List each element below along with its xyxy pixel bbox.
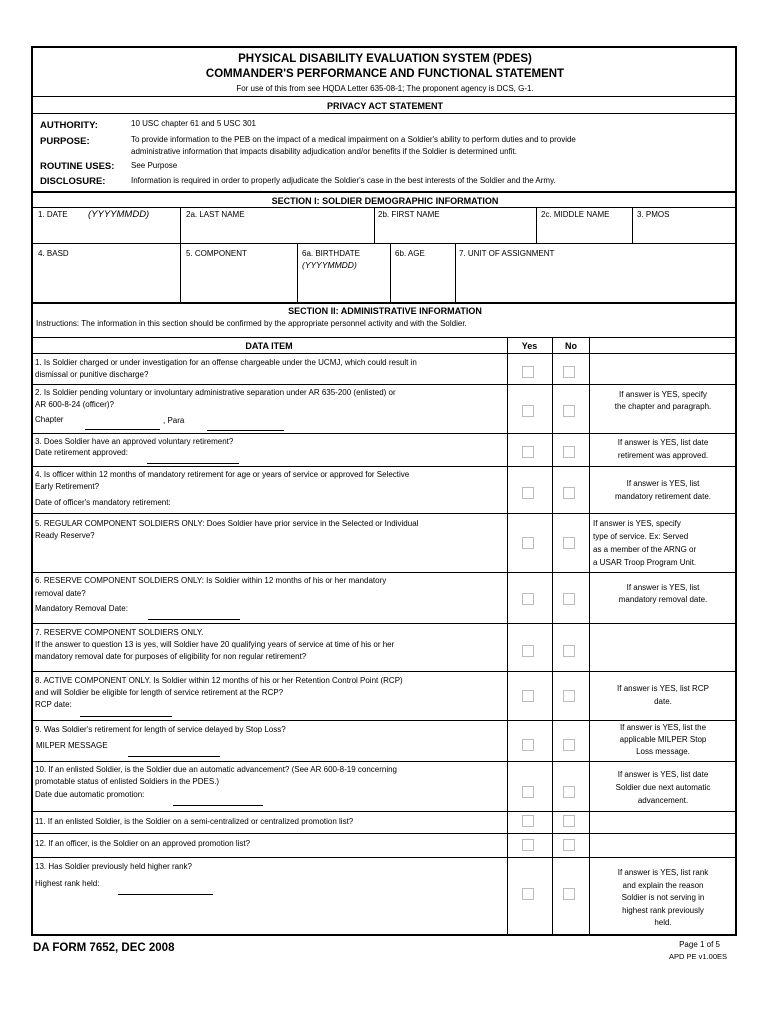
divider <box>32 191 736 193</box>
last-name-field[interactable] <box>181 220 373 242</box>
question-7-line-1: 7. RESERVE COMPONENT SOLDIERS ONLY. <box>35 628 204 637</box>
question-1-line-2: dismissal or punitive discharge? <box>35 370 149 379</box>
para-field[interactable] <box>207 430 284 431</box>
section-2-instructions: Instructions: The information in this section should be confirmed by the appropriate personnel activity and with the Soldier. <box>36 319 467 328</box>
privacy-act-title: PRIVACY ACT STATEMENT <box>326 101 443 111</box>
question-2-note-2: the chapter and paragraph. <box>614 402 712 411</box>
question-3-note-2: retirement was approved. <box>617 451 709 460</box>
question-9-line-1: 9. Was Soldier's retirement for length of service delayed by Stop Loss? <box>35 725 286 734</box>
middle-name-label: 2c. MIDDLE NAME <box>541 210 610 219</box>
question-9-line-2: MILPER MESSAGE <box>36 741 108 750</box>
age-field[interactable] <box>391 262 454 300</box>
question-4-note-2: mandatory retirement date. <box>614 492 712 501</box>
question-13-line-2: Highest rank held: <box>35 879 100 888</box>
question-4-no-checkbox[interactable] <box>563 487 575 499</box>
date-format: (YYYYMMDD) <box>88 209 150 220</box>
question-6-note-1: If answer is YES, list <box>626 583 700 592</box>
question-8-line-1: 8. ACTIVE COMPONENT ONLY. Is Soldier within 12 months of his or her Retention Control Point (RCP) <box>35 676 403 685</box>
question-1-yes-checkbox[interactable] <box>522 366 534 378</box>
pmos-label: 3. PMOS <box>637 210 670 219</box>
question-6-line-3: Mandatory Removal Date: <box>35 604 128 613</box>
question-13-yes-checkbox[interactable] <box>522 888 534 900</box>
question-11-yes-checkbox[interactable] <box>522 815 534 827</box>
question-10-note-3: advancement. <box>637 796 689 805</box>
question-5-note-2: type of service. Ex: Served <box>593 532 689 541</box>
question-13-note-2: and explain the reason <box>622 881 704 890</box>
question-10-line-1: 10. If an enlisted Soldier, is the Soldier due an automatic advancement? (See AR 600-8-19 concerning <box>35 765 398 774</box>
component-label: 5. COMPONENT <box>186 249 247 258</box>
highest-rank-field[interactable] <box>118 894 213 895</box>
divider <box>32 623 736 624</box>
divider <box>32 572 736 573</box>
question-11-no-checkbox[interactable] <box>563 815 575 827</box>
question-5-note-1: If answer is YES, specify <box>593 519 681 528</box>
question-13-no-checkbox[interactable] <box>563 888 575 900</box>
question-3-yes-checkbox[interactable] <box>522 446 534 458</box>
question-10-no-checkbox[interactable] <box>563 786 575 798</box>
purpose-label: PURPOSE: <box>40 136 90 147</box>
automatic-promotion-date-field[interactable] <box>173 805 263 806</box>
retirement-approved-date-field[interactable] <box>147 463 239 464</box>
form-title: PHYSICAL DISABILITY EVALUATION SYSTEM (PDES) <box>238 53 532 65</box>
question-7-no-checkbox[interactable] <box>563 645 575 657</box>
question-13-note-5: held. <box>654 918 672 927</box>
divider <box>32 113 736 114</box>
date-field[interactable] <box>32 213 180 239</box>
data-item-header: DATA ITEM <box>245 341 293 351</box>
date-label: 1. DATE <box>38 210 68 219</box>
divider <box>32 353 736 354</box>
divider <box>32 466 736 467</box>
no-header: No <box>565 341 577 351</box>
divider <box>32 337 736 338</box>
pmos-field[interactable] <box>633 220 735 242</box>
question-8-note-1: If answer is YES, list RCP <box>617 684 709 693</box>
divider <box>552 337 553 935</box>
purpose-text-2: administrative information that impacts disability adjudication and/or benefits if the Soldier is determined unfit. <box>131 147 517 156</box>
question-11: 11. If an enlisted Soldier, is the Soldier on a semi-centralized or centralized promotion list? <box>35 817 354 826</box>
divider <box>32 513 736 514</box>
component-field[interactable] <box>181 262 296 300</box>
question-9-yes-checkbox[interactable] <box>522 739 534 751</box>
question-4-yes-checkbox[interactable] <box>522 487 534 499</box>
routine-uses-text: See Purpose <box>131 161 178 170</box>
disclosure-label: DISCLOSURE: <box>40 176 106 187</box>
divider <box>32 671 736 672</box>
question-9-note-1: If answer is YES, list the <box>619 723 707 732</box>
question-7-line-2: If the answer to question 13 is yes, will Soldier have 20 qualifying years of service at time of his or her <box>35 640 395 649</box>
question-8-no-checkbox[interactable] <box>563 690 575 702</box>
question-13-note-1: If answer is YES, list rank <box>617 868 709 877</box>
question-13-note-3: Soldier is not serving in <box>621 893 705 902</box>
question-6-note-2: mandatory removal date. <box>618 595 708 604</box>
divider <box>32 833 736 834</box>
divider <box>507 337 508 935</box>
first-name-field[interactable] <box>375 220 535 242</box>
rcp-date-field[interactable] <box>80 716 172 717</box>
use-note: For use of this from see HQDA Letter 635-08-1; The proponent agency is DCS, G-1. <box>236 84 534 93</box>
middle-name-field[interactable] <box>537 220 631 242</box>
question-10-yes-checkbox[interactable] <box>522 786 534 798</box>
question-13-note-4: highest rank previously <box>622 906 704 915</box>
question-4-note-1: If answer is YES, list <box>626 479 700 488</box>
unit-of-assignment-field[interactable] <box>456 262 735 300</box>
divider <box>32 96 736 97</box>
question-2-yes-checkbox[interactable] <box>522 405 534 417</box>
question-9-no-checkbox[interactable] <box>563 739 575 751</box>
question-3-no-checkbox[interactable] <box>563 446 575 458</box>
milper-message-field[interactable] <box>128 756 220 757</box>
authority-text: 10 USC chapter 61 and 5 USC 301 <box>131 119 256 128</box>
question-3-note-1: If answer is YES, list date <box>617 438 709 447</box>
question-1-line-1: 1. Is Soldier charged or under investigation for an offense chargeable under the UCMJ, which could result in <box>35 358 417 367</box>
unit-of-assignment-label: 7. UNIT OF ASSIGNMENT <box>459 249 555 258</box>
disclosure-text: Information is required in order to properly adjudicate the Soldier's case in the best interests of the Soldier and the Army. <box>131 176 556 185</box>
question-5-line-2: Ready Reserve? <box>35 531 95 540</box>
divider <box>32 243 736 244</box>
divider <box>32 761 736 762</box>
basd-label: 4. BASD <box>38 249 69 258</box>
question-6-line-1: 6. RESERVE COMPONENT SOLDIERS ONLY: Is Soldier within 12 months of his or her mandatory <box>35 576 387 585</box>
divider <box>32 720 736 721</box>
divider <box>32 302 736 304</box>
question-1-no-checkbox[interactable] <box>563 366 575 378</box>
last-name-label: 2a. LAST NAME <box>186 210 245 219</box>
question-13-line-1: 13. Has Soldier previously held higher rank? <box>35 862 192 871</box>
routine-uses-label: ROUTINE USES: <box>40 161 115 172</box>
question-8-line-2: and will Soldier be eligible for length of service retirement at the RCP? <box>35 688 284 697</box>
question-4-line-1: 4. Is officer within 12 months of mandatory retirement for age or years of service or approved for Selective <box>35 470 410 479</box>
question-10-note-2: Soldier due next automatic <box>615 783 711 792</box>
page-number: Page 1 of 5 <box>679 940 720 949</box>
question-10-line-3: Date due automatic promotion: <box>35 790 145 799</box>
question-6-yes-checkbox[interactable] <box>522 593 534 605</box>
divider <box>32 811 736 812</box>
authority-label: AUTHORITY: <box>40 120 98 131</box>
divider <box>32 433 736 434</box>
chapter-field[interactable] <box>85 429 160 430</box>
question-9-note-3: Loss message. <box>636 747 690 756</box>
first-name-label: 2b. FIRST NAME <box>378 210 440 219</box>
form-version: APD PE v1.00ES <box>669 952 727 961</box>
question-4-line-2: Early Retirement? <box>35 482 100 491</box>
question-5-note-3: as a member of the ARNG or <box>593 545 697 554</box>
question-8-line-3: RCP date: <box>35 700 72 709</box>
question-12-yes-checkbox[interactable] <box>522 839 534 851</box>
form-subtitle: COMMANDER'S PERFORMANCE AND FUNCTIONAL STATEMENT <box>205 68 565 80</box>
question-7-yes-checkbox[interactable] <box>522 645 534 657</box>
divider <box>32 857 736 858</box>
birthdate-format: (YYYYMMDD) <box>302 260 357 270</box>
question-2-no-checkbox[interactable] <box>563 405 575 417</box>
question-6-line-2: removal date? <box>35 589 86 598</box>
basd-field[interactable] <box>33 262 179 300</box>
question-5-line-1: 5. REGULAR COMPONENT SOLDIERS ONLY: Does Soldier have prior service in the Selected or Individual <box>35 519 419 528</box>
section-2-title: SECTION II: ADMINISTRATIVE INFORMATION <box>288 306 482 316</box>
chapter-label: Chapter <box>35 415 64 424</box>
form-number: DA FORM 7652, DEC 2008 <box>33 942 175 954</box>
question-10-note-1: If answer is YES, list date <box>617 770 709 779</box>
question-8-note-2: date. <box>654 697 672 706</box>
question-3-line-2: Date retirement approved: <box>35 448 128 457</box>
question-7-line-3: mandatory removal date for purposes of eligibility for non regular retirement? <box>35 652 307 661</box>
question-4-line-3: Date of officer's mandatory retirement: <box>35 498 171 507</box>
question-3-line-1: 3. Does Soldier have an approved voluntary retirement? <box>35 437 234 446</box>
question-5-note-4: a USAR Troop Program Unit. <box>593 558 697 567</box>
birthdate-label: 6a. BIRTHDATE <box>302 249 360 258</box>
question-5-no-checkbox[interactable] <box>563 537 575 549</box>
question-6-no-checkbox[interactable] <box>563 593 575 605</box>
age-label: 6b. AGE <box>395 249 425 258</box>
question-2-note-1: If answer is YES, specify <box>619 390 707 399</box>
purpose-text-1: To provide information to the PEB on the impact of a medical impairment on a Soldier's ability to perform duties and to provide <box>131 135 576 144</box>
birthdate-field[interactable] <box>298 274 389 300</box>
question-10-line-2: promotable status of enlisted Soldiers in the PDES.) <box>35 777 220 786</box>
divider <box>589 337 590 935</box>
question-5-yes-checkbox[interactable] <box>522 537 534 549</box>
question-9-note-2: applicable MILPER Stop <box>619 735 707 744</box>
mandatory-removal-date-field[interactable] <box>148 619 240 620</box>
question-2-line-2: AR 600-8-24 (officer)? <box>35 400 114 409</box>
para-label: , Para <box>163 416 185 425</box>
yes-header: Yes <box>521 341 538 351</box>
section-1-title: SECTION I: SOLDIER DEMOGRAPHIC INFORMATION <box>271 196 499 206</box>
divider <box>32 207 736 208</box>
question-2-line-1: 2. Is Soldier pending voluntary or involuntary administrative separation under AR 635-200 (enlisted) or <box>35 388 396 397</box>
question-12-no-checkbox[interactable] <box>563 839 575 851</box>
divider <box>32 384 736 385</box>
question-12: 12. If an officer, is the Soldier on an approved promotion list? <box>35 839 251 848</box>
question-8-yes-checkbox[interactable] <box>522 690 534 702</box>
